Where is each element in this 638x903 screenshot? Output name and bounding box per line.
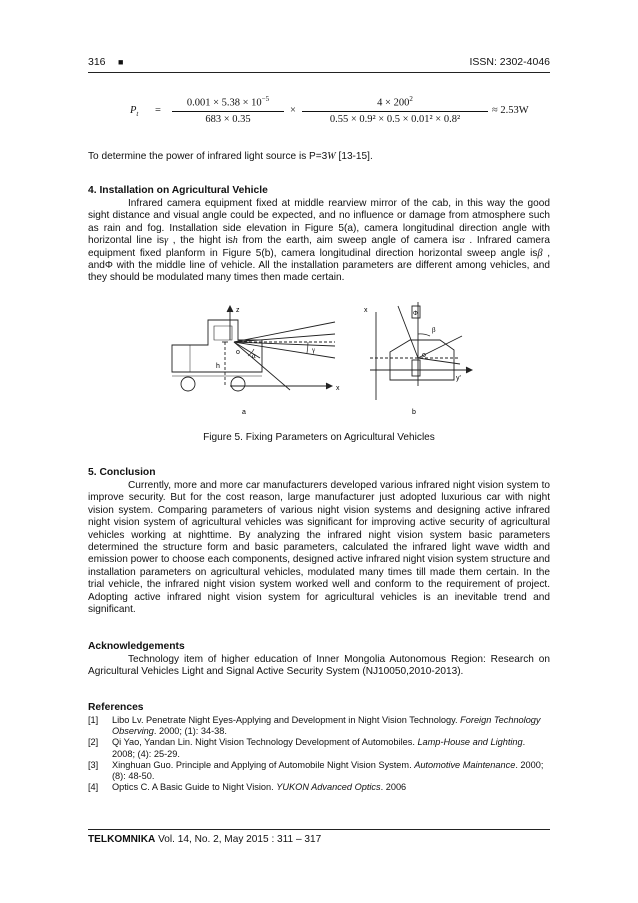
- references-heading: References: [88, 702, 144, 713]
- figure-5a-side-view: [172, 306, 335, 391]
- section4-paragraph: Infrared camera equipment fixed at middle rearview mirror of the cab, in this way the good sight distance and visual angle could be expected, and no influence or damage from atmosphere such as rain and fog. Installation side elevation in Figure 5(a), camera longitudinal direction angle with horizontal line isγ , the hight ish from the earth, aim sweep angle of camera isα . Infrared camera equipment fixed planform in Figure 5(b), camera longitudinal direction horizontal sweep angle isβ , andΦ with the middle line of vehicle. All the installation parameters are different among vehicles, and they should be modulated many times then made certain.: [88, 198, 550, 284]
- footer-citation: TELKOMNIKA Vol. 14, No. 2, May 2015 : 311 – 317: [88, 834, 322, 845]
- figure-caption: Figure 5. Fixing Parameters on Agricultural Vehicles: [203, 432, 435, 443]
- power-text: To determine the power of infrared light source is P=3W [13-15].: [88, 151, 373, 162]
- label-o: o: [236, 349, 240, 356]
- label-z: z: [236, 307, 240, 314]
- label-alpha: α: [252, 352, 256, 360]
- reference-item: [4] Optics C. A Basic Guide to Night Vision. YUKON Advanced Optics. 2006: [88, 782, 407, 793]
- section5-heading: 5. Conclusion: [88, 467, 156, 478]
- figure-5: [160, 300, 490, 418]
- reference-item: [3] Xinghuan Guo. Principle and Applying of Automobile Night Vision System. Automotive Maintenance. 2000; (8): 48-50.: [88, 759, 544, 782]
- eq-result: ≈ 2.53W: [492, 105, 529, 116]
- eq-fraction-1: $\frac{0.001 \times 5.38 \times 10^{-5}}{683 \times 0.35}$: [172, 95, 284, 125]
- figure-5b-plan-view: [370, 302, 472, 400]
- ack-paragraph: Technology item of higher education of Inner Mongolia Autonomous Region: Research on Agricultural Vehicles Light and Signal Active Security System (NJ10050,2010-2013).: [88, 654, 550, 678]
- page-number: 316: [88, 56, 106, 68]
- eq-lhs: $P_t$: [130, 105, 139, 119]
- label-b: b: [412, 409, 416, 416]
- section4-heading: 4. Installation on Agricultural Vehicle: [88, 185, 268, 196]
- label-beta: β: [432, 326, 436, 334]
- label-phi: Φ: [413, 311, 418, 317]
- issn: ISSN: 2302-4046: [469, 56, 550, 68]
- reference-item: [2] Qi Yao, Yandan Lin. Night Vision Technology Development of Automobiles. Lamp-House and Lighting. 2008; (4): 25-29.: [88, 737, 526, 759]
- section5-paragraph: Currently, more and more car manufacturers developed various infrared night vision system to improve security. But for the cost reason, large manufacturer just adopted luxurious car with night vision system. Comparing parameters of various night vision systems and designing active infrared night vision system of agricultural vehicles was significant for improving active security of agricultural vehicles working at nighttime. By analyzing the infrared night vision system basic parameters determined the structure form and basic parameters, calculated the infrared light wave width and emission power to choose each components, designed active infrared night vision system structure and installation parameters on agricultural vehicles, modulated many times till made them certain. In the trial vehicle, the infrared night vision system worked well and conform to the requirement of project. Adopting active infrared night vision system for agricultural vehicles is an inevitable trend and significant.: [88, 480, 550, 616]
- references-list: [88, 715, 550, 793]
- label-o-b: o: [422, 352, 426, 359]
- label-x: x: [336, 385, 340, 392]
- footer-rule: [88, 829, 550, 830]
- header-bullet: ■: [118, 57, 124, 67]
- label-h: h: [216, 363, 220, 370]
- power-equation: $P_t$ = $\frac{0.001 \times 5.38 \times 10^{-5}}{683 \times 0.35}$ × $\frac{4 \times 200^2}{\text{0.55 × 0.9² × 0.5 × 0.01² × 0.8²}}$ ≈ 2.53W: [130, 95, 529, 125]
- reference-item: [1] Libo Lv. Penetrate Night Eyes-Applying and Development in Night Vision Technology. Foreign Technology Observing. 2000; (1): 34-38.: [88, 715, 541, 737]
- label-y-b: y': [456, 375, 461, 382]
- eq-times: ×: [290, 105, 296, 116]
- label-a: a: [242, 409, 246, 416]
- ack-heading: Acknowledgements: [88, 641, 185, 652]
- eq-fraction-2: $\frac{4 \times 200^2}{\text{0.55 × 0.9² × 0.5 × 0.01² × 0.8²}}$: [302, 95, 488, 125]
- label-gamma: γ: [312, 346, 316, 354]
- label-x-b: x: [364, 307, 368, 314]
